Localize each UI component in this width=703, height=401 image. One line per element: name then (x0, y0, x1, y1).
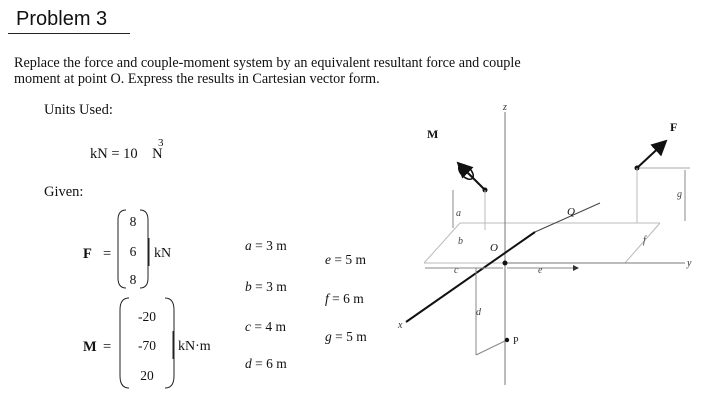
param-a-value: = 3 m (255, 238, 287, 253)
param-e (325, 252, 366, 268)
dim-b-label: b (458, 236, 463, 247)
statement-line-2: moment at point O. Express the results in Cartesian vector form. (14, 71, 380, 87)
kn-exponent: 3 (158, 137, 164, 149)
param-c-value: = 4 m (254, 319, 286, 334)
param-a (245, 238, 287, 254)
param-f (325, 291, 364, 307)
moment-x: -20 (138, 309, 156, 324)
param-g (325, 329, 367, 345)
param-c-name: c (245, 319, 251, 334)
moment-z: 20 (140, 368, 154, 383)
q-label: Q (567, 206, 575, 218)
dim-e-label: e (538, 265, 543, 276)
x-axis (406, 232, 535, 322)
moment-symbol: M (83, 339, 97, 355)
param-f-name: f (325, 291, 329, 306)
param-c (245, 319, 286, 335)
force-vector-bar (147, 238, 151, 266)
force-equals: = (103, 246, 112, 262)
y-axis-label: y (687, 258, 692, 269)
moment-label: M (427, 127, 439, 141)
kn-unit: N (152, 146, 163, 162)
force-z: 8 (129, 272, 137, 287)
param-a-name: a (245, 238, 252, 253)
dim-f-label: f (643, 235, 646, 246)
moment-arrow (458, 163, 485, 190)
param-e-name: e (325, 252, 331, 267)
moment-y: -70 (138, 338, 156, 353)
dim-c-label: c (454, 265, 459, 276)
force-y: 6 (129, 244, 137, 259)
moment-vector-bar (171, 331, 175, 359)
param-d-value: = 6 m (255, 356, 287, 371)
p-label: P (513, 336, 519, 347)
z-axis-label: z (503, 102, 507, 113)
problem-figure (390, 95, 703, 401)
dim-d-label: d (476, 307, 481, 318)
p-connector (476, 340, 507, 355)
param-b (245, 279, 287, 295)
moment-unit: kN·m (178, 339, 211, 354)
statement-line-1: Replace the force and couple-moment system by an equivalent resultant force and couple (14, 55, 521, 71)
param-e-value: = 5 m (334, 252, 366, 267)
dim-g-label: g (677, 189, 682, 200)
param-d-name: d (245, 356, 252, 371)
given-label: Given: (44, 184, 84, 200)
problem-title: Problem 3 (16, 8, 108, 30)
param-g-name: g (325, 329, 332, 344)
point-p (505, 338, 509, 342)
force-arrow (637, 141, 666, 168)
origin-point (503, 261, 508, 266)
param-b-value: = 3 m (255, 279, 287, 294)
param-f-value: = 6 m (332, 291, 364, 306)
title-underline (8, 33, 130, 34)
force-symbol: F (83, 246, 92, 262)
plane-left-edge (424, 223, 460, 263)
param-d (245, 356, 287, 372)
force-unit: kN (154, 246, 172, 261)
force-label: F (670, 120, 678, 134)
x-axis-label: x (398, 320, 403, 331)
problem-statement (14, 55, 521, 87)
force-x: 8 (129, 214, 137, 229)
moment-equals: = (103, 339, 112, 355)
param-g-value: = 5 m (335, 329, 367, 344)
units-label: Units Used: (44, 102, 113, 118)
dim-a-label: a (456, 208, 461, 219)
param-b-name: b (245, 279, 252, 294)
origin-label: O (490, 242, 498, 254)
kn-definition-text: kN = 10 (90, 146, 138, 162)
kn-definition (90, 146, 163, 163)
